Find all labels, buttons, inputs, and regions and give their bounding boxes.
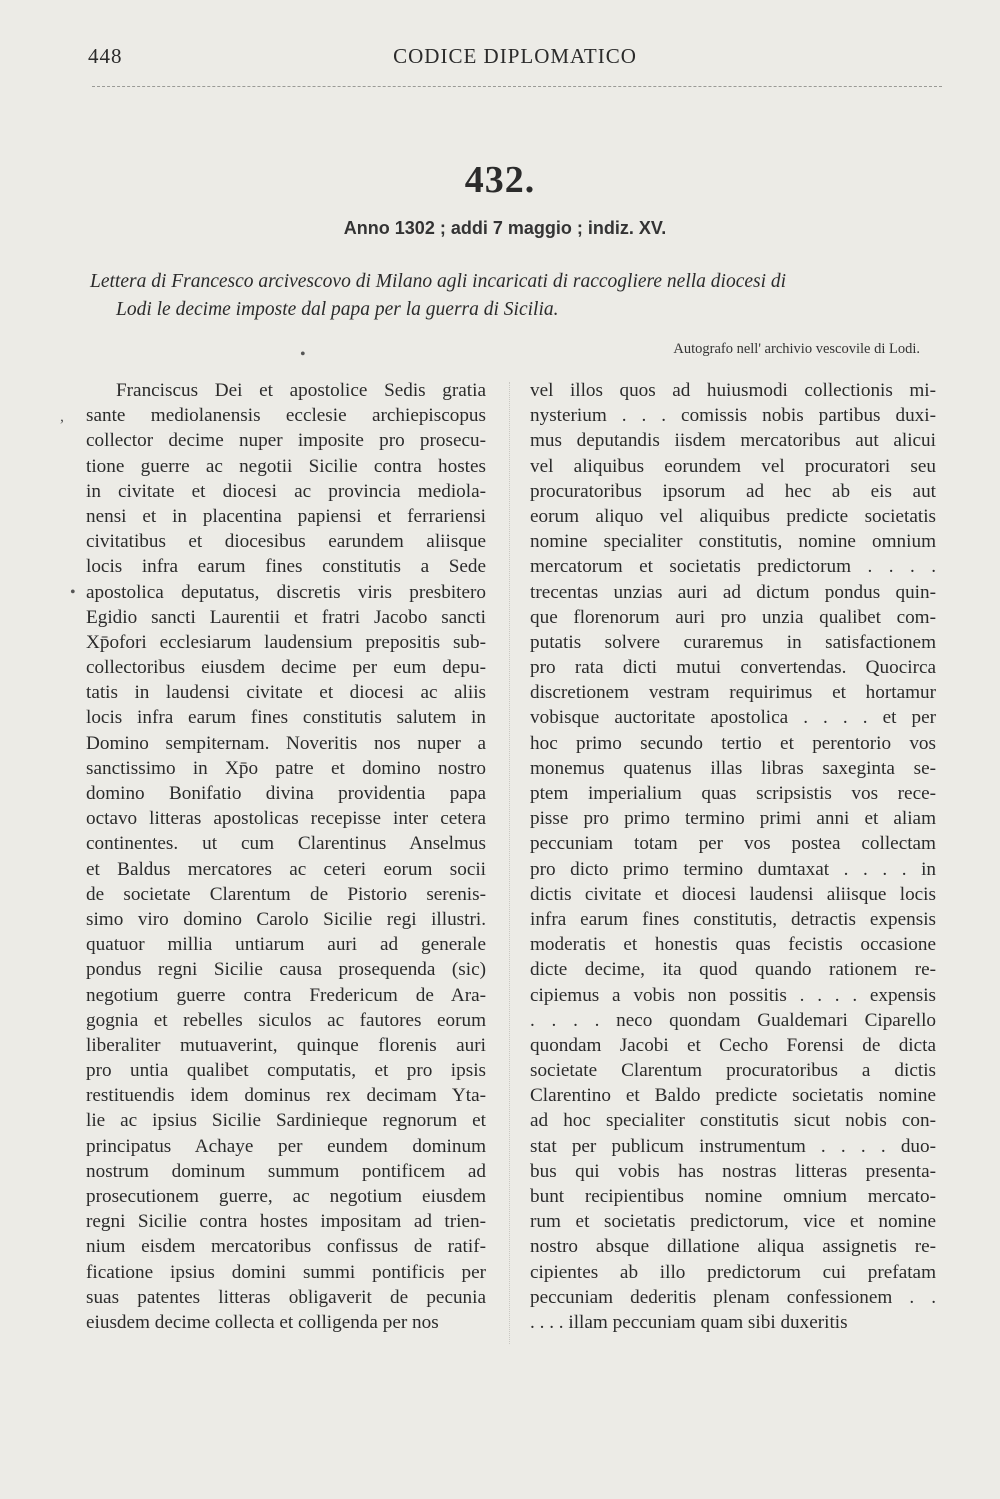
text-line: societate Clarentum procuratoribus a dictis — [530, 1060, 936, 1082]
header-rule — [92, 86, 942, 87]
text-line: cipiemus a vobis non possitis . . . . expensis — [530, 984, 936, 1006]
text-line: prosecutionem guerre, ac negotium eiusdem — [86, 1186, 486, 1207]
text-line: que florenorum auri pro unzia qualibet com- — [530, 606, 936, 628]
text-line: domino Bonifatio divina providentia papa — [86, 783, 486, 804]
text-line: quondam Jacobi et Cecho Forensi de dicta — [530, 1034, 936, 1056]
text-line: pro rata dicti mutui convertendas. Quocirca — [530, 657, 936, 679]
text-line: bus qui vobis has nostras litteras presenta- — [530, 1160, 936, 1182]
text-line: Domino sempiternam. Noveritis nos nuper a — [86, 732, 486, 754]
text-line: civitatibus et diocesibus earundem aliisque — [86, 531, 486, 553]
text-line: ficatione ipsius domini summi pontificis per — [86, 1261, 486, 1283]
text-line: mus deputandis iisdem mercatoribus aut alicui — [530, 430, 936, 452]
text-line: cipientes ab illo predictorum cui prefatam — [530, 1261, 936, 1283]
text-line: octavo litteras apostolicas recepisse inter cetera — [86, 808, 486, 830]
summary-line-1: Lettera di Francesco arcivescovo di Milano agli incaricati di raccogliere nella diocesi di — [90, 271, 787, 292]
page-header — [88, 44, 942, 74]
text-line: locis infra earum fines constitutis a Sede — [86, 556, 486, 578]
text-line: collectoribus eiusdem decime per eum depu- — [86, 657, 486, 679]
right-column — [530, 378, 936, 1335]
text-line: liberaliter mutuaverint, quinque florenis auri — [86, 1034, 486, 1056]
text-line: discretionem vestram requirimus et hortamur — [530, 682, 936, 704]
text-line: eorum aliquo vel aliquibus predicte societatis — [530, 505, 936, 527]
text-line: sante mediolanensis ecclesie archiepiscopus — [86, 405, 486, 427]
column-divider — [509, 382, 510, 1344]
text-line: peccuniam dederitis plenam confessionem . . — [530, 1286, 936, 1308]
text-line: nium eisdem mercatoribus confissus de ratif- — [86, 1236, 486, 1258]
summary-line-2: Lodi le decime imposte dal papa per la guerra di Sicilia. — [116, 299, 559, 320]
text-line: ptem imperialium quas scripsistis vos rece- — [530, 783, 936, 804]
text-line: rum et societatis predictorum, vice et nomine — [530, 1211, 936, 1233]
text-line: gognia et rebelles siculos ac fautores eorum — [86, 1009, 486, 1031]
text-line: vobisque auctoritate apostolica . . . . et per — [530, 707, 936, 729]
text-line: pro dicto primo termino dumtaxat . . . . in — [530, 858, 936, 880]
margin-mark: • — [300, 346, 306, 363]
text-line: restituendis idem dominus rex decimam Yta- — [86, 1085, 486, 1107]
text-line: vel aliquibus eorundem vel procuratori seu — [530, 455, 936, 477]
text-line: pro untia qualibet computatis, et pro ipsis — [86, 1060, 486, 1082]
text-line: Franciscus Dei et apostolice Sedis gratia — [116, 380, 486, 401]
margin-mark: • — [70, 584, 76, 601]
text-line: . . . . illam peccuniam quam sibi duxeritis — [530, 1311, 848, 1333]
margin-mark: , — [60, 408, 64, 425]
document-summary — [90, 268, 938, 324]
text-line: Egidio sancti Laurentii et fratri Jacobo sancti — [86, 606, 486, 628]
text-line: tione guerre ac negotii Sicilie contra hostes — [86, 455, 486, 477]
text-line: regni Sicilie contra hostes impositam ad trien- — [86, 1211, 486, 1233]
text-line: monemus quatenus illas libras saxeginta se- — [530, 757, 936, 779]
text-line: putatis solvere curaremus in satisfactionem — [530, 631, 936, 653]
text-line: negotium guerre contra Fredericum de Ara- — [86, 984, 486, 1006]
source-note: Autografo nell' archivio vescovile di Lodi. — [673, 341, 920, 357]
text-line: in civitate et diocesi ac provincia mediola- — [86, 480, 486, 502]
text-line: nomine specialiter constitutis, nomine omnium — [530, 531, 936, 553]
text-line: tatis in laudensi civitate et diocesi ac aliis — [86, 682, 486, 704]
text-line: infra earum fines constitutis, detractis expensis — [530, 908, 936, 930]
text-line: collector decime nuper imposite pro prosecu- — [86, 430, 486, 452]
text-line: nostro absque dillatione aliqua assignetis re- — [530, 1236, 936, 1258]
text-line: nysterium . . . comissis nobis partibus duxi- — [530, 405, 936, 427]
text-line: Xp̄ofori ecclesiarum laudensium prepositis sub- — [86, 631, 486, 653]
text-line: suas patentes litteras obligaverit de pecunia — [86, 1286, 486, 1308]
text-line: stat per publicum instrumentum . . . . duo- — [530, 1135, 936, 1157]
text-line: quatuor millia untiarum auri ad generale — [86, 934, 486, 956]
text-line: locis infra earum fines constitutis salutem in — [86, 707, 486, 729]
running-title: CODICE DIPLOMATICO — [393, 44, 637, 68]
text-line: vel illos quos ad huiusmodi collectionis mi- — [530, 380, 936, 401]
text-line: de societate Clarentum de Pistorio serenis- — [86, 883, 486, 905]
text-line: sanctissimo in Xp̄o patre et domino nostro — [86, 757, 486, 779]
text-line: dicte decime, ita quod quando rationem re- — [530, 959, 936, 981]
text-line: continentes. ut cum Clarentinus Anselmus — [86, 833, 486, 855]
document-number: 432. — [464, 159, 536, 201]
text-line: apostolica deputatus, discretis viris presbitero — [86, 581, 486, 603]
text-line: eiusdem decime collecta et colligenda per nos — [86, 1311, 439, 1333]
text-line: Clarentino et Baldo predicte societatis nomine — [530, 1085, 936, 1107]
text-line: simo viro domino Carolo Sicilie regi illustri. — [86, 908, 486, 930]
text-line: hoc primo secundo tertio et perentorio vos — [530, 732, 936, 754]
text-line: mercatorum et societatis predictorum . . . . — [530, 556, 936, 578]
text-line: nensi et in placentina papiensi et ferrariensi — [86, 505, 486, 527]
text-line: trecentas unzias auri ad dictum pondus quin- — [530, 581, 936, 603]
text-line: peccuniam totam per vos postea collectam — [530, 833, 936, 855]
text-line: pondus regni Sicilie causa prosequenda (sic) — [86, 959, 486, 981]
text-line: dictis civitate et diocesi laudensi aliisque locis — [530, 883, 936, 905]
text-line: pisse pro primo termino primi anni et aliam — [530, 808, 936, 830]
text-line: moderatis et honestis quas fecistis occasione — [530, 934, 936, 956]
text-line: . . . . neco quondam Gualdemari Ciparello — [530, 1009, 936, 1031]
text-line: et Baldus mercatores ac ceteri eorum socii — [86, 858, 486, 880]
text-line: procuratoribus ipsorum ad hec ab eis aut — [530, 480, 936, 502]
date-line: Anno 1302 ; addi 7 maggio ; indiz. XV. — [343, 218, 667, 238]
text-line: bunt recipientibus nomine omnium mercato- — [530, 1186, 936, 1207]
text-line: principatus Achaye per eundem dominum — [86, 1135, 486, 1157]
text-line: lie ac ipsius Sicilie Sardinieque regnorum et — [86, 1110, 486, 1132]
text-line: nostrum dominum summum pontificem ad — [86, 1160, 486, 1182]
left-column — [86, 378, 486, 1335]
text-line: ad hoc specialiter constitutis sicut nobis con- — [530, 1110, 936, 1132]
page-number: 448 — [88, 44, 123, 68]
